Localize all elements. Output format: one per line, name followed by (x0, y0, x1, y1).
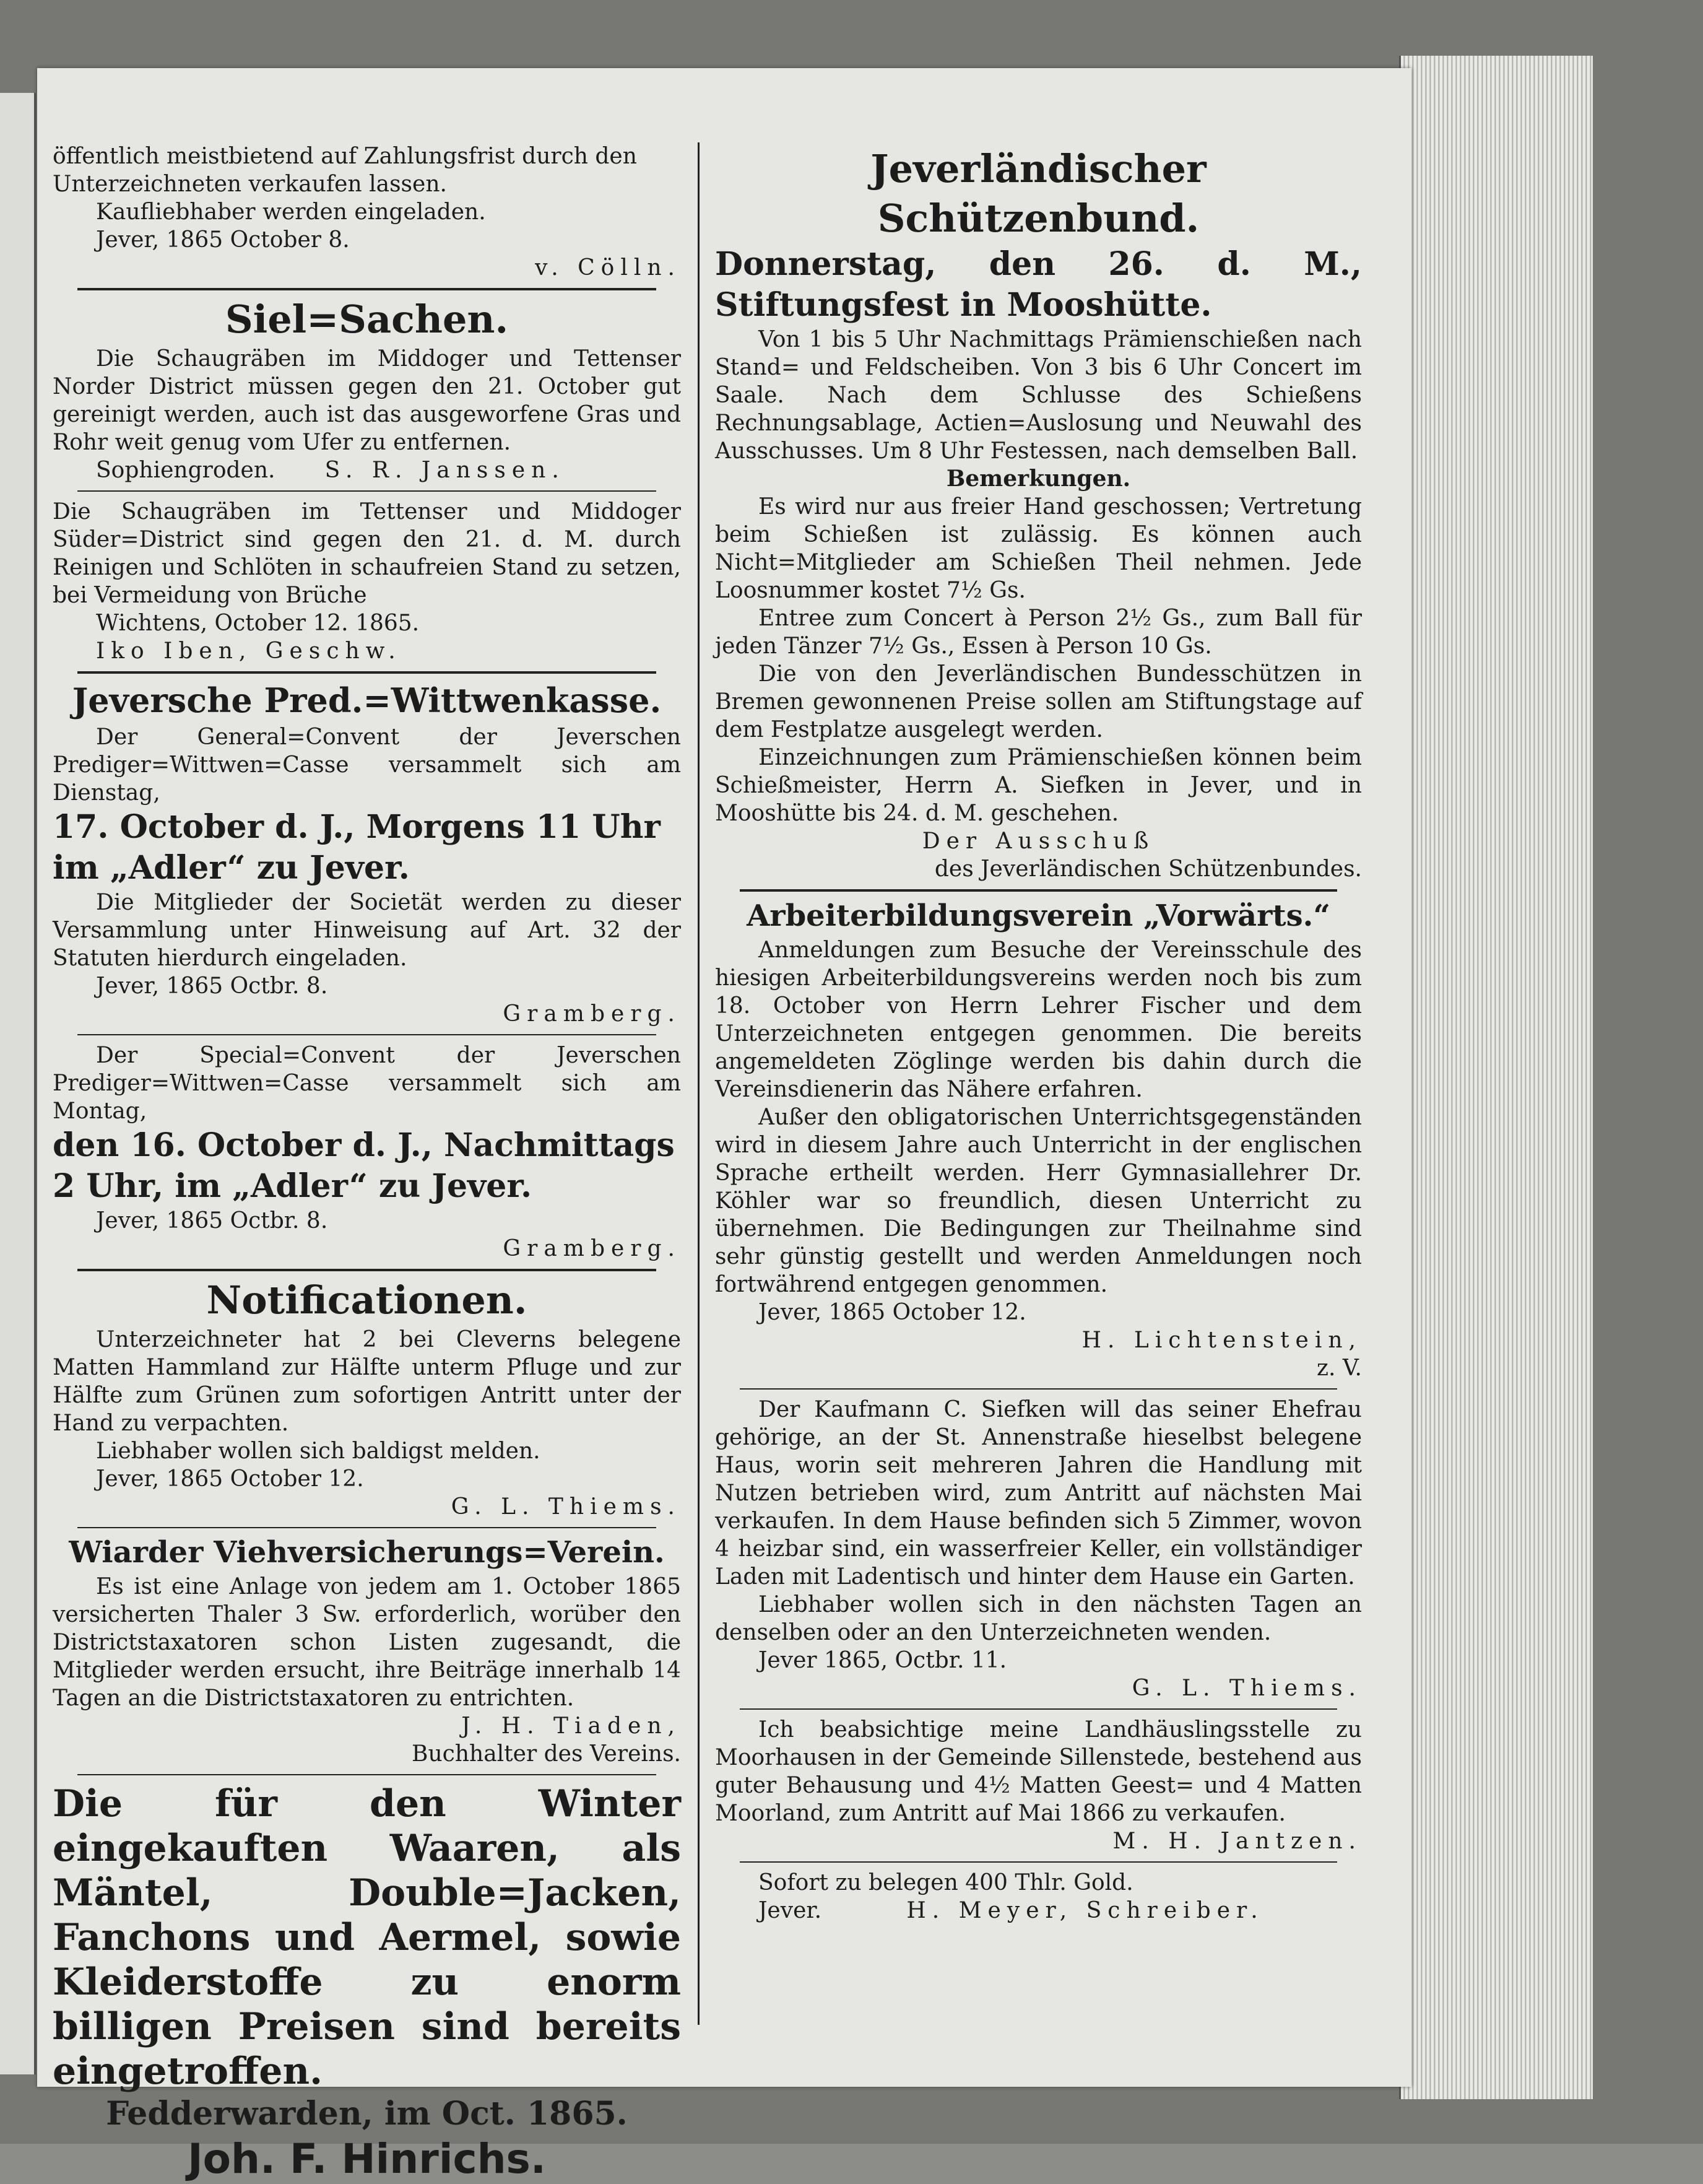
section-rule (740, 1861, 1337, 1863)
left-column (53, 142, 681, 2184)
section-rule (77, 1774, 656, 1775)
section-rule (77, 1269, 656, 1271)
jantzen-notice: Ich beabsichtige meine Landhäuslingsstelle zu Moorhausen in der Gemeinde Sillenstede, bestehend aus guter Behausung und 4½ Matten Geest= und 4 Matten Moorland, zum Antritt auf Mai 1866 zu verkaufen. (715, 1717, 1362, 1826)
arbeiter-role: z. V. (1316, 1355, 1362, 1381)
pred-notice: Die Mitglieder der Societät werden zu dieser Versammlung unter Hinweisung auf Art. 32 der Statuten hierdurch eingeladen. (53, 890, 681, 971)
wiarder-role: Buchhalter des Vereins. (412, 1741, 681, 1767)
section-rule (77, 1527, 656, 1528)
meyer-notice: Sofort zu belegen 400 Thlr. Gold. (758, 1870, 1133, 1895)
schuetzen-title-1: Jeverländischer (870, 146, 1207, 191)
section-rule (77, 490, 656, 492)
hinrichs-place: Fedderwarden, im Oct. 1865. (106, 2095, 628, 2133)
section-rule (77, 1034, 656, 1035)
notif-heading: Notificationen. (206, 1277, 527, 1323)
pred-date-2: Jever, 1865 Octbr. 8. (96, 1208, 328, 1233)
auction-line-2: Unterzeichneten verkaufen lassen. (53, 172, 447, 197)
section-rule (740, 1388, 1337, 1390)
siel-place (53, 456, 681, 484)
arbeiter-notice-2: Außer den obligatorischen Unterrichtsgegenständen wird in diesem Jahre auch Unterricht in der englischen Sprache ertheilt werden. Herr Gymnasiallehrer Dr. Köhler war so freundlich, diesen Unterricht zu übernehmen. Die Bedingungen zur Theilnahme sind sehr günstig gestellt und werden Anmeldungen noch fortwährend entgegen genommen. (715, 1105, 1362, 1297)
siefken-signature: G. L. Thiems. (1132, 1676, 1362, 1701)
arbeiter-date: Jever, 1865 October 12. (758, 1300, 1026, 1325)
wiarder-notice: Es ist eine Anlage von jedem am 1. October 1865 versicherten Thaler 3 Sw. erforderlich, worüber den Districtstaxatoren schon Listen zugesandt, die Mitglieder werden ersucht, ihre Beiträge innerhalb 14 Tagen an die Districtstaxatoren zu entrichten. (53, 1574, 681, 1711)
auction-signature: v. Cölln. (535, 255, 681, 281)
auction-line-3: Kaufliebhaber werden eingeladen. (96, 199, 486, 225)
meyer-signature: H. Meyer, Schreiber. (906, 1898, 1264, 1923)
arbeiter-notice-1: Anmeldungen zum Besuche der Vereinsschule des hiesigen Arbeiterbildungsvereins werden noch bis zum 18. October von Herrn Lehrer Fischer und dem Unterzeichneten entgegen genommen. Die bereits angemeldeten Zöglinge werden bis dahin durch die Vereinsdienerin das Nähere erfahren. (715, 938, 1362, 1102)
hinrichs-advert: Die für den Winter eingekauften Waaren, als Mäntel, Double=Jacken, Fanchons und Aermel, sowie Kleiderstoffe zu enorm billigen Preisen sind bereits eingetroffen. (53, 1782, 681, 2093)
newspaper-page (37, 68, 1411, 2183)
pred-intro: Der General=Convent der Jeverschen Prediger=Wittwen=Casse versammelt sich am Dienstag, (53, 724, 681, 806)
schuetzen-remarks: Es wird nur aus freier Hand geschossen; Vertretung beim Schießen ist zulässig. Es können auch Nicht=Mitglieder am Schießen Theil nehmen. Jede Loosnummer kostet 7½ Gs. (715, 494, 1362, 603)
pred-big-place-2: 2 Uhr, im „Adler“ zu Jever. (53, 1167, 532, 1205)
arbeiter-heading: Arbeiterbildungsverein „Vorwärts.“ (747, 898, 1330, 933)
pred-date: Jever, 1865 Octbr. 8. (96, 973, 328, 999)
meyer-line (715, 1897, 1362, 1925)
siel-notice-2: Die Schaugräben im Tettenser und Middoger Süder=District sind gegen den 21. d. M. durch Reinigen und Schlöten in schaufreien Stand zu setzen, bei Vermeidung von Brüche (53, 499, 681, 608)
schuetzen-registration: Einzeichnungen zum Prämienschießen können beim Schießmeister, Herrn A. Siefken in Jever, und in Mooshütte bis 24. d. M. geschehen. (715, 745, 1362, 826)
siefken-notice-2: Liebhaber wollen sich in den nächsten Tagen an denselben oder an den Unterzeichneten wenden. (715, 1592, 1362, 1645)
siefken-date: Jever 1865, Octbr. 11. (758, 1648, 1007, 1673)
right-column (715, 142, 1362, 1925)
pred-big-date: 17. October d. J., Morgens 11 Uhr (53, 808, 661, 846)
wiarder-heading: Wiarder Viehversicherungs=Verein. (69, 1535, 665, 1570)
siel-notice-1: Die Schaugräben im Middoger und Tettenser Norder District müssen gegen den 21. October gut gereinigt werden, auch ist das ausgeworfene Gras und Rohr weit genug vom Ufer zu entfernen. (53, 346, 681, 455)
notif-date: Jever, 1865 October 12. (96, 1466, 364, 1492)
schuetzen-title-2: Schützenbund. (877, 196, 1200, 241)
schuetzen-remarks-heading: Bemerkungen. (946, 466, 1131, 492)
section-rule (77, 671, 656, 674)
siel-signature-1: S. R. Janssen. (324, 458, 565, 483)
arbeiter-signature: H. Lichtenstein, (1081, 1328, 1362, 1353)
schuetzen-prizes: Die von den Jeverländischen Bundesschützen in Bremen gewonnenen Preise sollen am Stiftungstage auf dem Festplatze ausgelegt werden. (715, 661, 1362, 742)
pred-big-place: im „Adler“ zu Jever. (53, 849, 410, 887)
schuetzen-signature: Der Ausschuß (922, 829, 1155, 854)
siel-date-2: Wichtens, October 12. 1865. (96, 611, 420, 636)
jantzen-signature: M. H. Jantzen. (1112, 1829, 1362, 1854)
column-divider (698, 142, 700, 2025)
siel-signature-2: Iko Iben, Geschw. (96, 638, 402, 664)
schuetzen-signature-org: des Jeverländischen Schützenbundes. (934, 856, 1362, 882)
section-rule (740, 1708, 1337, 1710)
siel-heading: Siel=Sachen. (225, 297, 509, 342)
pred-signature-2: Gramberg. (503, 1236, 681, 1261)
schuetzen-program: Von 1 bis 5 Uhr Nachmittags Prämienschießen nach Stand= und Feldscheiben. Von 3 bis 6 Uhr Concert im Saale. Nach dem Schlusse des Schießens Rechnungsablage, Actien=Auslosung und Neuwahl des Ausschusses. Um 8 Uhr Festessen, nach demselben Ball. (715, 327, 1362, 464)
auction-date: Jever, 1865 October 8. (96, 227, 350, 253)
wiarder-signature: J. H. Tiaden, (461, 1713, 681, 1739)
pred-heading: Jeversche Pred.=Wittwenkasse. (72, 681, 662, 720)
meyer-place: Jever. (758, 1898, 822, 1923)
section-rule (740, 889, 1337, 892)
pred-big-date-2: den 16. October d. J., Nachmittags (53, 1126, 675, 1164)
schuetzen-prices: Entree zum Concert à Person 2½ Gs., zum Ball für jeden Tänzer 7½ Gs., Essen à Person 10 Gs. (715, 606, 1362, 659)
notif-notice: Unterzeichneter hat 2 bei Cleverns belegene Matten Hammland zur Hälfte unterm Pfluge und zur Hälfte zum Grünen zum sofortigen Antritt unter der Hand zu verpachten. (53, 1327, 681, 1436)
section-rule (77, 288, 656, 290)
pred-intro-2: Der Special=Convent der Jeverschen Prediger=Wittwen=Casse versammelt sich am Montag, (53, 1043, 681, 1124)
pred-signature: Gramberg. (503, 1001, 681, 1027)
schuetzen-subtitle: Donnerstag, den 26. d. M., Stiftungsfest in Mooshütte. (715, 245, 1362, 324)
previous-page-edge (0, 93, 36, 2074)
siel-place-text: Sophiengroden. (96, 458, 275, 483)
auction-line-1: öffentlich meistbietend auf Zahlungsfrist durch den (53, 144, 637, 169)
page-stack-edge (1399, 56, 1593, 2099)
notif-signature: G. L. Thiems. (451, 1494, 681, 1520)
hinrichs-name: Joh. F. Hinrichs. (188, 2135, 546, 2183)
siefken-notice: Der Kaufmann C. Siefken will das seiner Ehefrau gehörige, an der St. Annenstraße hieselbst belegene Haus, worin seit mehreren Jahren die Handlung mit Nutzen betrieben wird, zum Antritt auf nächsten Mai verkaufen. In dem Hause befinden sich 5 Zimmer, wovon 4 heizbar sind, ein wasserfreier Keller, ein vollständiger Laden mit Ladentisch und hinter dem Hause ein Garten. (715, 1397, 1362, 1590)
notif-notice-2: Liebhaber wollen sich baldigst melden. (96, 1438, 540, 1464)
